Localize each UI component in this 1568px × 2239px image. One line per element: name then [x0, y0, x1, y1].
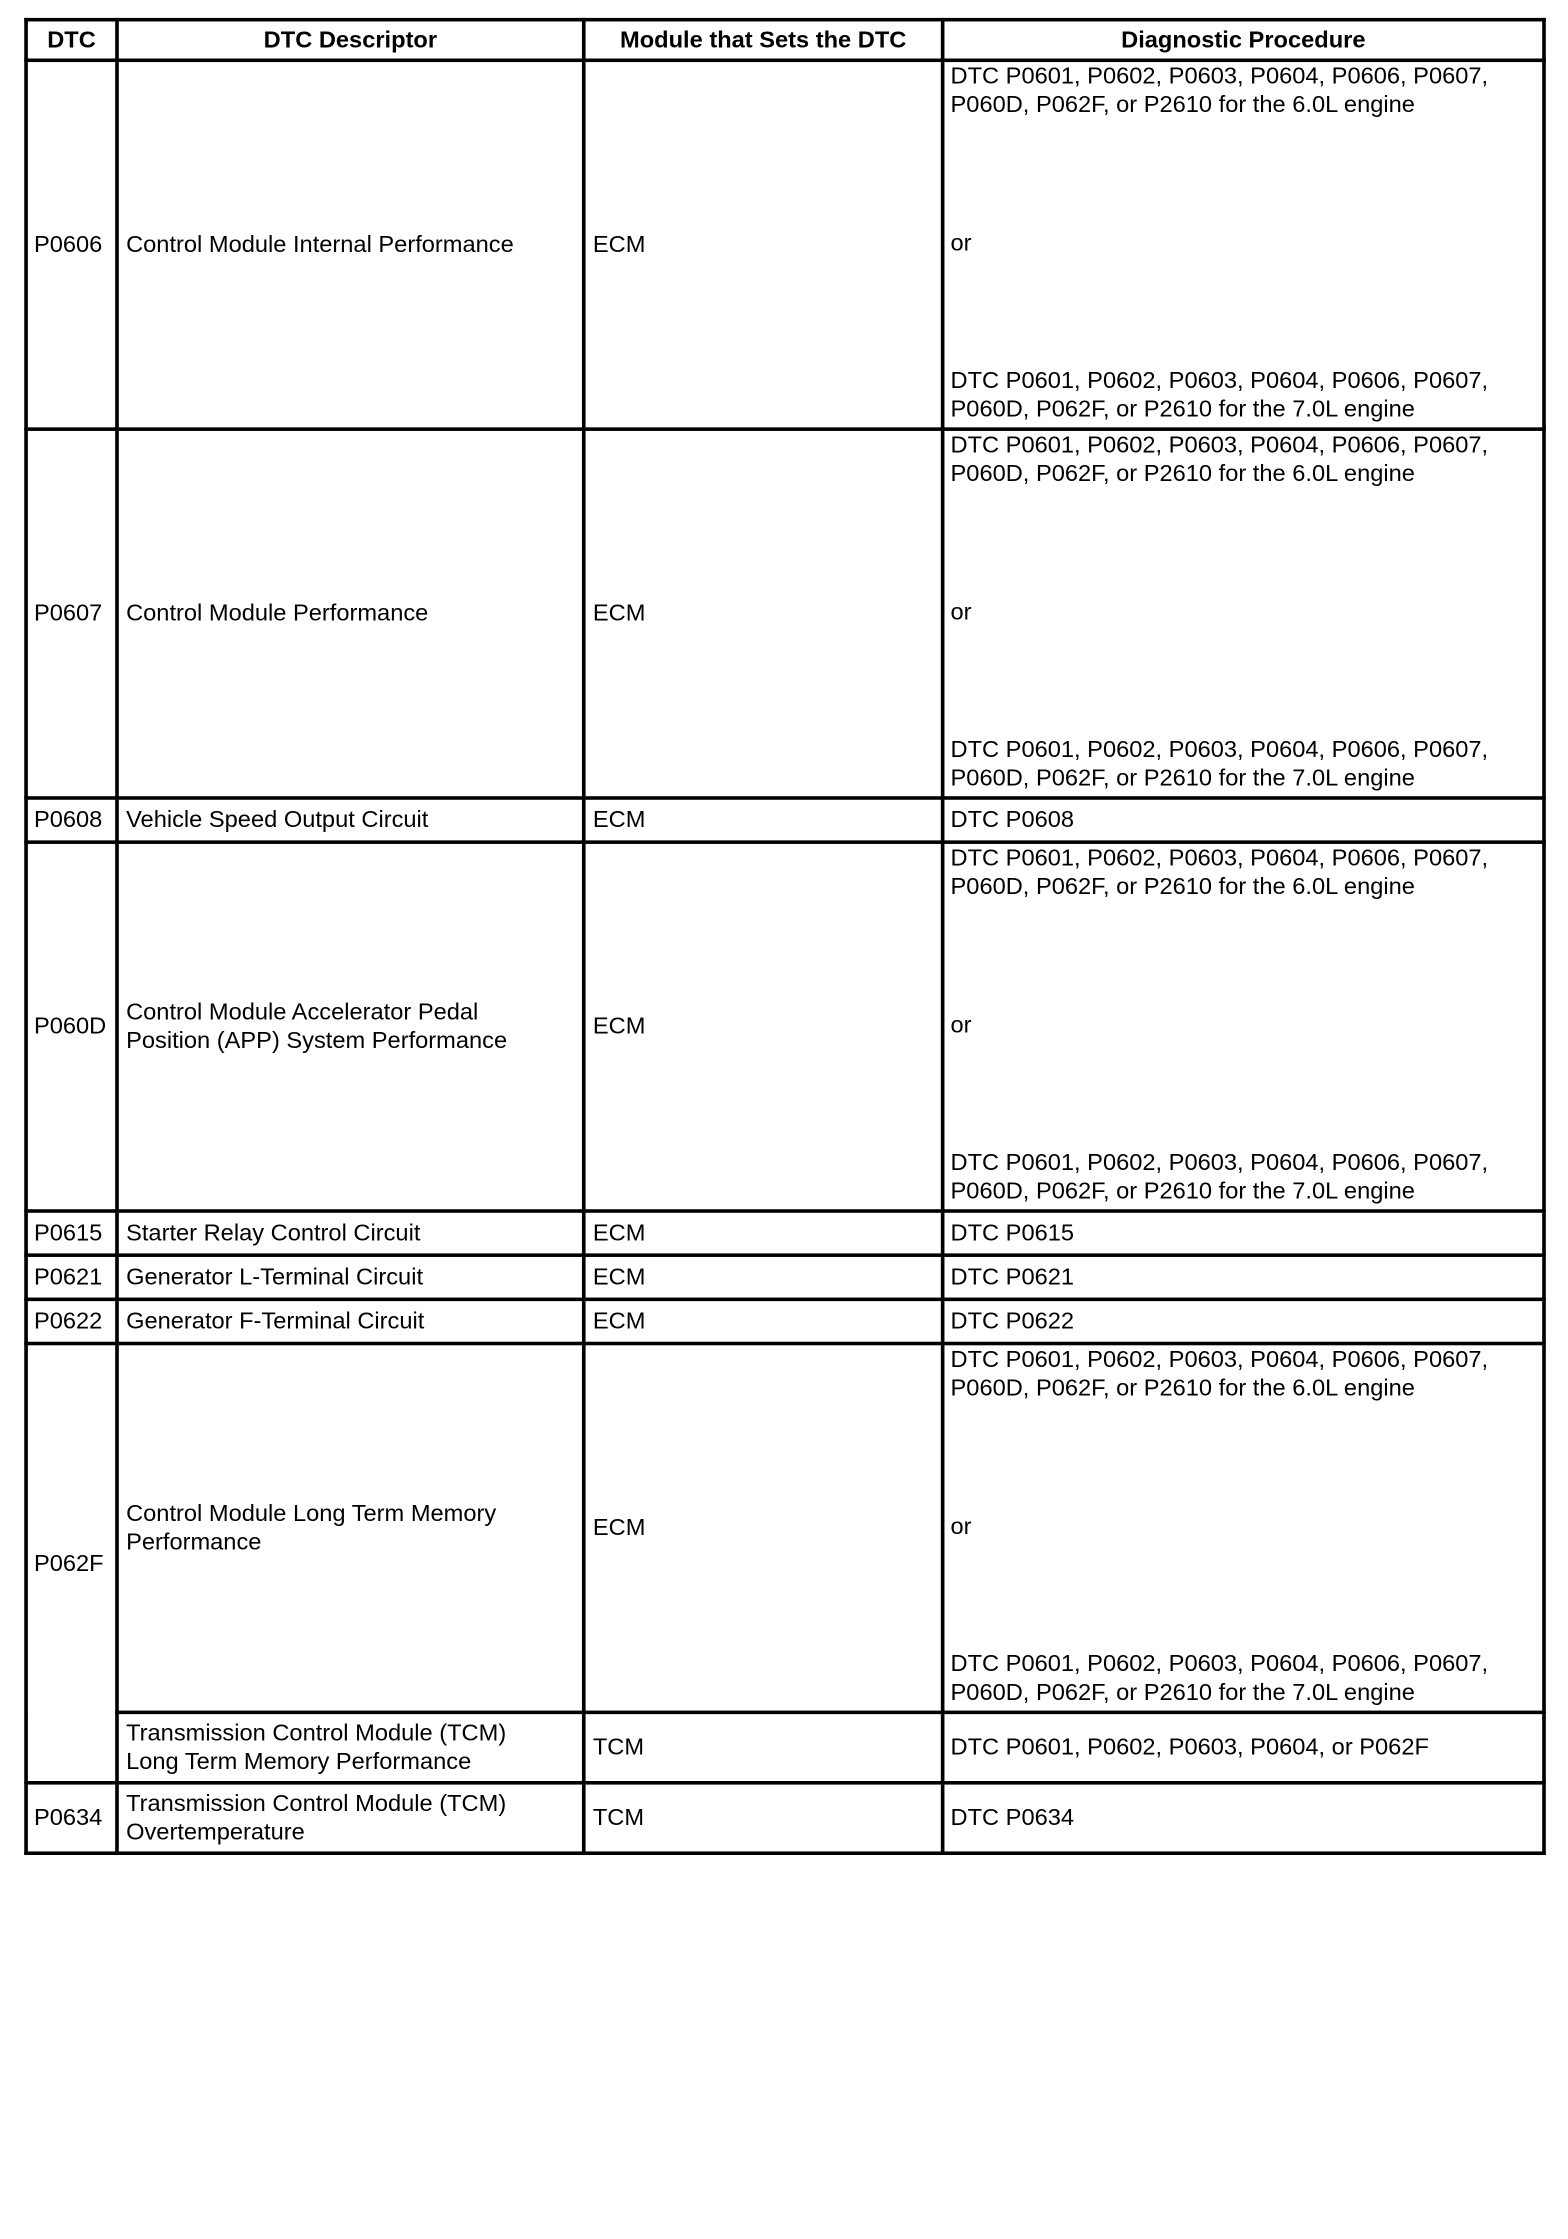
header-dtc: DTC — [26, 20, 117, 61]
dtc-code: P062F — [26, 1344, 117, 1783]
module-name: ECM — [584, 1255, 943, 1299]
dtc-descriptor — [117, 1712, 584, 1782]
diagnostic-procedure: DTC P0601, P0602, P0603, P0604, or P062F — [943, 1712, 1544, 1782]
dtc-code: P0606 — [26, 60, 117, 429]
procedure-line: P060D, P062F, or P2610 for the 7.0L engine — [950, 1679, 1415, 1706]
dtc-code: P0622 — [26, 1299, 117, 1343]
dtc-descriptor — [117, 1344, 584, 1713]
descriptor-line: Overtemperature — [126, 1819, 305, 1846]
descriptor-line: Long Term Memory Performance — [126, 1748, 472, 1776]
diagnostic-procedure: DTC P0622 — [943, 1299, 1544, 1343]
table-row — [26, 1344, 1544, 1713]
dtc-code: P0608 — [26, 798, 117, 842]
diagnostic-procedure: DTC P0634 — [943, 1783, 1544, 1853]
descriptor-line: Control Module Long Term Memory — [126, 1500, 497, 1527]
dtc-descriptor: Control Module Performance — [117, 429, 584, 798]
procedure-line: DTC P0601, P0602, P0603, P0604, P0606, P0607, — [950, 63, 1489, 90]
descriptor-line: Performance — [126, 1529, 262, 1556]
table-row — [26, 1211, 1544, 1255]
descriptor-line: Control Module Accelerator Pedal — [126, 999, 479, 1026]
diagnostic-procedure — [943, 429, 1544, 798]
header-module: Module that Sets the DTC — [584, 20, 943, 61]
procedure-line: DTC P0601, P0602, P0603, P0604, P0606, P0607, — [950, 1346, 1489, 1373]
header-descriptor: DTC Descriptor — [117, 20, 584, 61]
procedure-or: or — [950, 1513, 972, 1540]
diagnostic-procedure: DTC P0608 — [943, 798, 1544, 842]
procedure-line: DTC P0601, P0602, P0603, P0604, P0606, P0607, — [950, 1650, 1489, 1678]
procedure-line: P060D, P062F, or P2610 for the 6.0L engine — [950, 873, 1415, 901]
procedure-line: P060D, P062F, or P2610 for the 7.0L engine — [950, 765, 1415, 792]
table-row — [26, 798, 1544, 842]
dtc-descriptor: Generator F-Terminal Circuit — [117, 1299, 584, 1343]
module-name: ECM — [584, 1299, 943, 1343]
procedure-line: DTC P0601, P0602, P0603, P0604, P0606, P0607, — [950, 845, 1489, 872]
table-row — [26, 1783, 1544, 1853]
procedure-line: DTC P0601, P0602, P0603, P0604, P0606, P0607, — [950, 432, 1489, 459]
descriptor-line: Transmission Control Module (TCM) — [126, 1720, 507, 1747]
descriptor-line: Position (APP) System Performance — [126, 1027, 508, 1055]
module-name: ECM — [584, 429, 943, 798]
module-name: ECM — [584, 798, 943, 842]
module-name: ECM — [584, 60, 943, 429]
header-procedure: Diagnostic Procedure — [943, 20, 1544, 61]
diagnostic-procedure: DTC P0615 — [943, 1211, 1544, 1255]
descriptor-line: Transmission Control Module (TCM) — [126, 1790, 507, 1817]
procedure-line: DTC P0601, P0602, P0603, P0604, P0606, P0607, — [950, 736, 1489, 763]
dtc-descriptor: Starter Relay Control Circuit — [117, 1211, 584, 1255]
procedure-line: DTC P0601, P0602, P0603, P0604, P0606, P0607, — [950, 367, 1489, 394]
procedure-line: P060D, P062F, or P2610 for the 7.0L engine — [950, 396, 1415, 423]
procedure-line: P060D, P062F, or P2610 for the 7.0L engine — [950, 1178, 1415, 1205]
procedure-or: or — [950, 598, 972, 625]
module-name: TCM — [584, 1712, 943, 1782]
procedure-line: DTC P0601, P0602, P0603, P0604, P0606, P0607, — [950, 1149, 1489, 1176]
procedure-line: P060D, P062F, or P2610 for the 6.0L engine — [950, 460, 1415, 488]
diagnostic-procedure: DTC P0621 — [943, 1255, 1544, 1299]
table-row — [26, 842, 1544, 1211]
dtc-code: P060D — [26, 842, 117, 1211]
diagnostic-procedure — [943, 842, 1544, 1211]
procedure-or: or — [950, 1011, 972, 1038]
procedure-line: P060D, P062F, or P2610 for the 6.0L engine — [950, 1375, 1415, 1402]
table-row — [26, 1255, 1544, 1299]
module-name: TCM — [584, 1783, 943, 1853]
table-row — [26, 1712, 1544, 1782]
dtc-table — [24, 18, 1546, 1855]
dtc-code: P0621 — [26, 1255, 117, 1299]
table-row — [26, 1299, 1544, 1343]
dtc-descriptor: Vehicle Speed Output Circuit — [117, 798, 584, 842]
procedure-line: P060D, P062F, or P2610 for the 6.0L engine — [950, 91, 1415, 119]
procedure-or: or — [950, 229, 972, 257]
table-row — [26, 429, 1544, 798]
diagnostic-procedure — [943, 1344, 1544, 1713]
module-name: ECM — [584, 1211, 943, 1255]
dtc-code: P0634 — [26, 1783, 117, 1853]
module-name: ECM — [584, 1344, 943, 1713]
diagnostic-procedure — [943, 60, 1544, 429]
dtc-descriptor: Generator L-Terminal Circuit — [117, 1255, 584, 1299]
dtc-descriptor — [117, 1783, 584, 1853]
dtc-code: P0615 — [26, 1211, 117, 1255]
table-row — [26, 60, 1544, 429]
header-row — [26, 20, 1544, 61]
dtc-descriptor — [117, 842, 584, 1211]
dtc-code: P0607 — [26, 429, 117, 798]
dtc-descriptor: Control Module Internal Performance — [117, 60, 584, 429]
module-name: ECM — [584, 842, 943, 1211]
